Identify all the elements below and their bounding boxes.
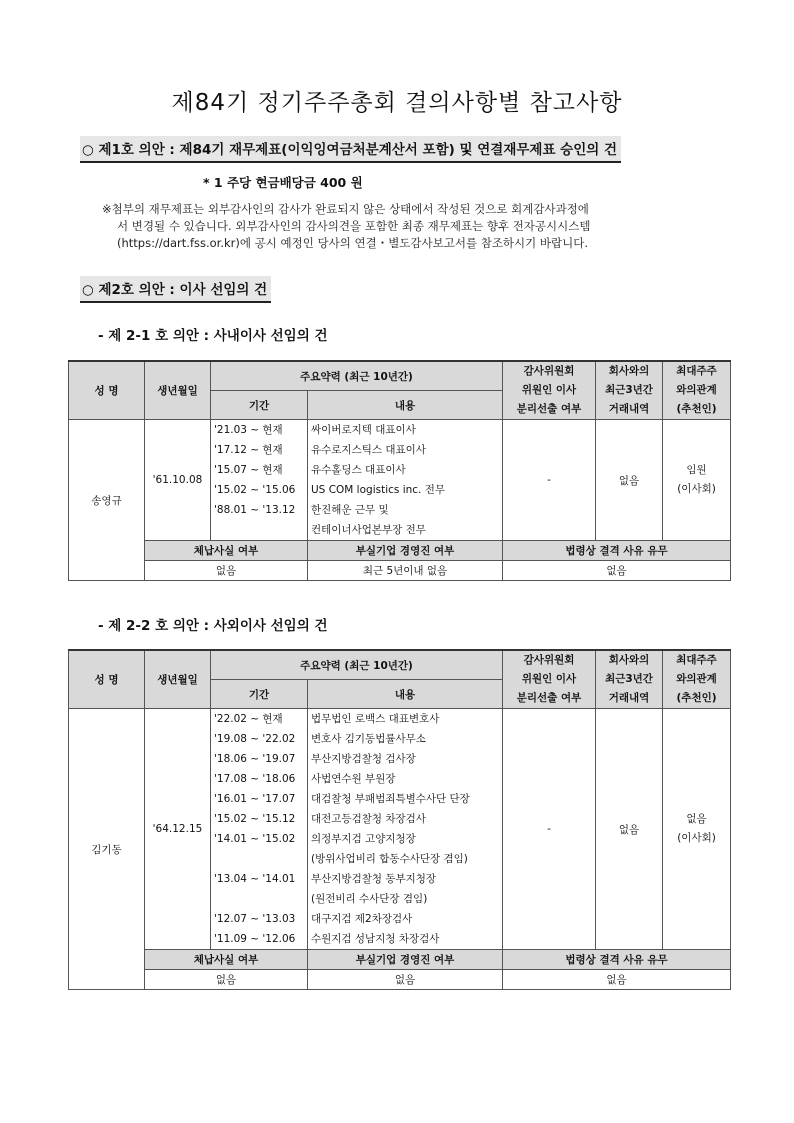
- header-insolvent: 부실기업 경영진 여부: [308, 950, 503, 970]
- career-contents: 법무법인 로백스 대표변호사 변호사 김기동법률사무소 부산지방검찰청 검사장 사법연수원 부원장 대검찰청 부패범죄특별수사단 단장 대전고등검찰청 차장검사 의정부지검 고양지청장 (방위사업비리 합동수사단장 겸임) 부산지방검찰청 동부지청장 (원전비리 수사단장 겸임) 대구지검 제2차장검사 수원지검 성남지청 차장검사: [308, 709, 503, 950]
- insolvent-value: 없음: [308, 970, 503, 990]
- header-audit: 감사위원회 위원인 이사 분리선출 여부: [503, 650, 596, 709]
- candidate-birth: '64.12.15: [145, 709, 211, 950]
- agenda1-heading-text: ○ 제1호 의안 : 제84기 재무제표(이익잉여금처분계산서 포함) 및 연결재무제표 승인의 건: [80, 136, 621, 163]
- dividend-per-share: * 1 주당 현금배당금 400 원: [203, 175, 363, 190]
- relation-value: 임원 (이사회): [663, 420, 731, 541]
- header-tax: 체납사실 여부: [145, 541, 308, 561]
- career-periods: '21.03 ~ 현재 '17.12 ~ 현재 '15.07 ~ 현재 '15.02 ~ '15.06 '88.01 ~ '13.12: [211, 420, 308, 541]
- career-contents: 싸이버로지텍 대표이사 유수로지스틱스 대표이사 유수홀딩스 대표이사 US COM logistics inc. 전무 한진해운 근무 및 컨테이너사업본부장 전무: [308, 420, 503, 541]
- candidate2-table: [68, 649, 731, 990]
- legal-value: 없음: [503, 970, 731, 990]
- header-birth: 생년월일: [145, 650, 211, 709]
- header-content: 내용: [308, 680, 503, 709]
- agenda2-heading-text: ○ 제2호 의안 : 이사 선임의 건: [80, 276, 271, 303]
- insolvent-value: 최근 5년이내 없음: [308, 561, 503, 581]
- header-birth: 생년월일: [145, 361, 211, 420]
- header-relation: 최대주주 와의관계 (추천인): [663, 650, 731, 709]
- header-insolvent: 부실기업 경영진 여부: [308, 541, 503, 561]
- relation-value: 없음 (이사회): [663, 709, 731, 950]
- header-legal: 법령상 결격 사유 유무: [503, 541, 731, 561]
- tax-value: 없음: [145, 970, 308, 990]
- header-legal: 법령상 결격 사유 유무: [503, 950, 731, 970]
- header-career: 주요약력 (최근 10년간): [211, 650, 503, 680]
- note-line: ※첨부의 재무제표는 외부감사인의 감사가 완료되지 않은 상태에서 작성된 것으로 회계감사과정에: [102, 202, 589, 216]
- candidate-birth: '61.10.08: [145, 420, 211, 541]
- header-trade: 회사와의 최근3년간 거래내역: [596, 361, 663, 420]
- header-tax: 체납사실 여부: [145, 950, 308, 970]
- candidate1-table: [68, 360, 731, 581]
- agenda1-heading: [80, 136, 621, 166]
- page-title: 제84기 정기주주총회 결의사항별 참고사항: [171, 90, 623, 116]
- header-relation: 최대주주 와의관계 (추천인): [663, 361, 731, 420]
- candidate2-heading: - 제 2-2 호 의안 : 사외이사 선임의 건: [98, 618, 328, 634]
- legal-value: 없음: [503, 561, 731, 581]
- audit-value: -: [503, 709, 596, 950]
- header-trade: 회사와의 최근3년간 거래내역: [596, 650, 663, 709]
- trade-value: 없음: [596, 420, 663, 541]
- candidate1-heading: - 제 2-1 호 의안 : 사내이사 선임의 건: [98, 328, 328, 344]
- audit-value: -: [503, 420, 596, 541]
- tax-value: 없음: [145, 561, 308, 581]
- candidate-name: 송영규: [69, 420, 145, 581]
- header-name: 성 명: [69, 361, 145, 420]
- financial-statement-note: [102, 201, 702, 252]
- header-name: 성 명: [69, 650, 145, 709]
- header-career: 주요약력 (최근 10년간): [211, 361, 503, 391]
- header-audit: 감사위원회 위원인 이사 분리선출 여부: [503, 361, 596, 420]
- header-period: 기간: [211, 391, 308, 420]
- trade-value: 없음: [596, 709, 663, 950]
- note-line: (https://dart.fss.or.kr)에 공시 예정인 당사의 연결・별도감사보고서를 참조하시기 바랍니다.: [117, 236, 589, 250]
- agenda2-heading: [80, 276, 271, 306]
- header-period: 기간: [211, 680, 308, 709]
- header-content: 내용: [308, 391, 503, 420]
- candidate-name: 김기동: [69, 709, 145, 990]
- note-line: 서 변경될 수 있습니다. 외부감사인의 감사의견을 포함한 최종 재무제표는 향후 전자공시시스템: [117, 219, 591, 233]
- career-periods: '22.02 ~ 현재 '19.08 ~ '22.02 '18.06 ~ '19.07 '17.08 ~ '18.06 '16.01 ~ '17.07 '15.02 ~ '15.12 '14.01 ~ '15.02 '13.04 ~ '14.01 '12.07 ~ '13.03 '11.09 ~ '12.06: [211, 709, 308, 950]
